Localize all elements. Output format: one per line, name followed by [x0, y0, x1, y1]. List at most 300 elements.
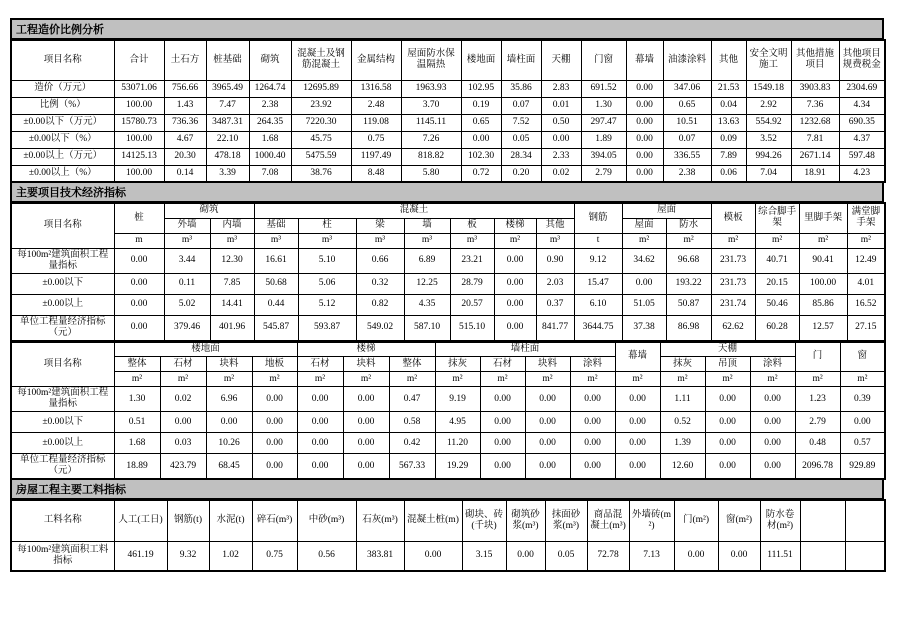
data-cell: 0.20: [501, 165, 541, 182]
table-row: [11, 131, 885, 148]
data-cell: 193.22: [666, 273, 711, 294]
data-cell: 0.00: [343, 433, 389, 454]
column-header: m²: [435, 372, 480, 387]
data-cell: 10.51: [663, 114, 711, 131]
column-header: m²: [297, 372, 343, 387]
column-header: 砌筑: [164, 203, 254, 218]
data-cell: 1232.68: [791, 114, 839, 131]
data-cell: 2.79: [581, 165, 626, 182]
column-header: 柱: [298, 218, 356, 233]
data-cell: 3.44: [164, 248, 210, 273]
data-cell: 2.38: [663, 165, 711, 182]
table-row: [11, 273, 885, 294]
section-title-tech-econ: 主要项目技术经济指标: [10, 181, 884, 203]
data-cell: 68.45: [206, 454, 252, 480]
column-header: 窗(m²): [718, 500, 760, 541]
table-row: [11, 541, 885, 571]
data-cell: 0.00: [480, 433, 525, 454]
data-cell: 37.38: [622, 315, 666, 341]
data-cell: 0.00: [525, 454, 570, 480]
data-cell: 0.90: [536, 248, 574, 273]
column-header: m²: [206, 372, 252, 387]
column-header: 油漆涂料: [663, 40, 711, 80]
column-header: t: [574, 233, 622, 248]
column-header: m²: [525, 372, 570, 387]
data-cell: 5475.59: [291, 148, 351, 165]
data-cell: 60.28: [755, 315, 799, 341]
data-cell: 0.00: [160, 412, 206, 433]
column-header: 天棚: [660, 342, 795, 357]
column-header: 抹面砂浆(m³): [545, 500, 587, 541]
data-cell: 18.89: [114, 454, 160, 480]
data-cell: 0.42: [389, 433, 435, 454]
data-cell: 0.00: [626, 80, 663, 97]
column-header: 项目名称: [11, 203, 114, 248]
data-cell: 0.75: [252, 541, 297, 571]
data-cell: 0.00: [114, 273, 164, 294]
column-header: m³: [210, 233, 254, 248]
data-cell: 2304.69: [839, 80, 885, 97]
data-cell: 0.00: [252, 454, 297, 480]
table-row: [11, 387, 885, 412]
data-cell: 0.00: [570, 412, 615, 433]
data-cell: 119.08: [351, 114, 401, 131]
data-cell: 0.57: [840, 433, 885, 454]
data-cell: 4.37: [839, 131, 885, 148]
section-title-materials: 房屋工程主要工料指标: [10, 478, 884, 500]
data-cell: 2.79: [795, 412, 840, 433]
data-cell: 0.00: [750, 454, 795, 480]
column-header: 门: [795, 342, 840, 372]
row-label: ±0.00以下: [11, 412, 114, 433]
data-cell: 0.00: [570, 387, 615, 412]
data-cell: 7220.30: [291, 114, 351, 131]
column-header: 窗: [840, 342, 885, 372]
data-cell: 16.52: [847, 294, 885, 315]
data-cell: 23.92: [291, 97, 351, 114]
data-cell: 2.03: [536, 273, 574, 294]
data-cell: 7.89: [711, 148, 746, 165]
column-header: [845, 500, 885, 541]
data-cell: 28.34: [501, 148, 541, 165]
column-header: 楼地面: [461, 40, 501, 80]
column-header: 墙: [404, 218, 450, 233]
column-header: 外墙: [164, 218, 210, 233]
data-cell: 0.14: [164, 165, 206, 182]
data-cell: 2096.78: [795, 454, 840, 480]
data-cell: 53071.06: [114, 80, 164, 97]
data-cell: 549.02: [356, 315, 404, 341]
data-cell: 0.00: [750, 433, 795, 454]
data-cell: 0.02: [541, 165, 581, 182]
data-cell: 1549.18: [746, 80, 791, 97]
column-header: 综合脚手架: [755, 203, 799, 233]
column-header: 其他措施项目: [791, 40, 839, 80]
tech-econ-structural-table: [10, 202, 884, 342]
data-cell: 7.36: [791, 97, 839, 114]
data-cell: 0.00: [525, 433, 570, 454]
data-cell: 0.00: [404, 541, 462, 571]
column-header: 内墙: [210, 218, 254, 233]
column-header: m²: [114, 372, 160, 387]
data-cell: 0.72: [461, 165, 501, 182]
column-header: 幕墙: [615, 342, 660, 372]
column-header: m²: [389, 372, 435, 387]
data-cell: 1145.11: [401, 114, 461, 131]
data-cell: 593.87: [298, 315, 356, 341]
data-cell: 0.58: [389, 412, 435, 433]
data-cell: 0.00: [718, 541, 760, 571]
data-cell: 12.57: [799, 315, 847, 341]
data-cell: 0.50: [541, 114, 581, 131]
data-cell: 4.01: [847, 273, 885, 294]
data-cell: 19.29: [435, 454, 480, 480]
data-cell: 0.65: [663, 97, 711, 114]
column-header: 石材: [480, 357, 525, 372]
data-cell: 0.00: [525, 412, 570, 433]
data-cell: 736.36: [164, 114, 206, 131]
row-label: 每100m²建筑面积工程量指标: [11, 387, 114, 412]
data-cell: 347.06: [663, 80, 711, 97]
column-header: m²: [666, 233, 711, 248]
data-cell: 0.05: [501, 131, 541, 148]
data-cell: 0.07: [501, 97, 541, 114]
data-cell: 0.00: [343, 454, 389, 480]
tech-econ-finishes-table: [10, 341, 884, 481]
data-cell: 0.00: [297, 433, 343, 454]
materials-table: [10, 499, 884, 572]
column-header: 屋面: [622, 203, 711, 218]
column-header: 混凝土: [254, 203, 574, 218]
column-header: 板: [450, 218, 494, 233]
data-cell: 554.92: [746, 114, 791, 131]
data-cell: 0.00: [297, 387, 343, 412]
data-cell: 264.35: [249, 114, 291, 131]
data-cell: 0.00: [622, 273, 666, 294]
data-cell: [800, 541, 845, 571]
table-row: [11, 315, 885, 341]
data-cell: 929.89: [840, 454, 885, 480]
data-cell: 3.15: [462, 541, 506, 571]
column-header: 墙柱面: [435, 342, 615, 357]
column-header: 天棚: [541, 40, 581, 80]
data-cell: 515.10: [450, 315, 494, 341]
data-cell: 1.30: [581, 97, 626, 114]
data-cell: 8.48: [351, 165, 401, 182]
data-cell: 691.52: [581, 80, 626, 97]
column-header: m²: [750, 372, 795, 387]
column-header: m²: [343, 372, 389, 387]
data-cell: 1.68: [249, 131, 291, 148]
data-cell: 0.09: [711, 131, 746, 148]
data-cell: 994.26: [746, 148, 791, 165]
row-label: ±0.00以下（万元）: [11, 114, 114, 131]
data-cell: 0.00: [626, 97, 663, 114]
column-header: m³: [450, 233, 494, 248]
data-cell: 90.41: [799, 248, 847, 273]
data-cell: 5.02: [164, 294, 210, 315]
column-header: 其他: [536, 218, 574, 233]
data-cell: 40.71: [755, 248, 799, 273]
data-cell: 9.12: [574, 248, 622, 273]
data-cell: 0.00: [114, 294, 164, 315]
column-header: 砌筑砂浆(m³): [506, 500, 545, 541]
column-header: 中砂(m³): [297, 500, 356, 541]
column-header: m²: [615, 372, 660, 387]
column-header: 幕墙: [626, 40, 663, 80]
data-cell: 0.37: [536, 294, 574, 315]
column-header: 抹灰: [435, 357, 480, 372]
data-cell: 4.95: [435, 412, 480, 433]
data-cell: 27.15: [847, 315, 885, 341]
column-header: m²: [795, 372, 840, 387]
column-header: m²: [847, 233, 885, 248]
data-cell: 0.06: [711, 165, 746, 182]
column-header: 防水: [666, 218, 711, 233]
row-label: 单位工程量经济指标（元）: [11, 315, 114, 341]
data-cell: 297.47: [581, 114, 626, 131]
data-cell: 0.00: [252, 412, 297, 433]
data-cell: 0.19: [461, 97, 501, 114]
data-cell: 4.35: [404, 294, 450, 315]
data-cell: 0.00: [252, 387, 297, 412]
data-cell: 23.21: [450, 248, 494, 273]
table-row: [11, 148, 885, 165]
table-row: [11, 248, 885, 273]
row-label: 每100m²建筑面积工程量指标: [11, 248, 114, 273]
data-cell: 2.92: [746, 97, 791, 114]
data-cell: 50.87: [666, 294, 711, 315]
column-header: 整体: [114, 357, 160, 372]
column-header: 其他: [711, 40, 746, 80]
column-header: 安全文明施工: [746, 40, 791, 80]
data-cell: 18.91: [791, 165, 839, 182]
data-cell: 0.00: [252, 433, 297, 454]
column-header: 其他项目规费税金: [839, 40, 885, 80]
data-cell: 85.86: [799, 294, 847, 315]
data-cell: 12.30: [210, 248, 254, 273]
data-cell: 0.48: [795, 433, 840, 454]
data-cell: 5.06: [298, 273, 356, 294]
data-cell: 1963.93: [401, 80, 461, 97]
data-cell: 7.13: [629, 541, 674, 571]
data-cell: 12.60: [660, 454, 705, 480]
data-cell: 3.52: [746, 131, 791, 148]
data-cell: 86.98: [666, 315, 711, 341]
data-cell: 4.23: [839, 165, 885, 182]
data-cell: 72.78: [587, 541, 629, 571]
column-header: 屋面: [622, 218, 666, 233]
column-header: 砌筑: [249, 40, 291, 80]
column-header: 块料: [206, 357, 252, 372]
data-cell: 231.73: [711, 273, 755, 294]
data-cell: 0.52: [660, 412, 705, 433]
data-cell: 0.00: [506, 541, 545, 571]
data-cell: 0.00: [615, 433, 660, 454]
data-cell: 7.52: [501, 114, 541, 131]
column-header: 满堂脚手架: [847, 203, 885, 233]
table-row: [11, 433, 885, 454]
column-header: 楼梯: [297, 342, 435, 357]
column-header: m²: [622, 233, 666, 248]
data-cell: 62.62: [711, 315, 755, 341]
data-cell: 7.26: [401, 131, 461, 148]
data-cell: 1.43: [164, 97, 206, 114]
column-header: 屋面防水保温隔热: [401, 40, 461, 80]
data-cell: 478.18: [206, 148, 249, 165]
data-cell: 336.55: [663, 148, 711, 165]
column-header: m²: [570, 372, 615, 387]
data-cell: 9.32: [167, 541, 209, 571]
column-header: 工料名称: [11, 500, 114, 541]
data-cell: 100.00: [114, 131, 164, 148]
data-cell: 1.39: [660, 433, 705, 454]
table-row: [11, 97, 885, 114]
column-header: m²: [252, 372, 297, 387]
data-cell: 2.48: [351, 97, 401, 114]
data-cell: 100.00: [799, 273, 847, 294]
column-header: 防水卷材(m²): [760, 500, 800, 541]
data-cell: 461.19: [114, 541, 167, 571]
data-cell: 1.02: [209, 541, 252, 571]
data-cell: 0.00: [206, 412, 252, 433]
data-cell: 0.00: [114, 248, 164, 273]
data-cell: 50.68: [254, 273, 298, 294]
data-cell: 51.05: [622, 294, 666, 315]
data-cell: 20.57: [450, 294, 494, 315]
data-cell: 6.89: [404, 248, 450, 273]
data-cell: 0.66: [356, 248, 404, 273]
column-header: 金属结构: [351, 40, 401, 80]
data-cell: 34.62: [622, 248, 666, 273]
table-row: [11, 80, 885, 97]
data-cell: 102.30: [461, 148, 501, 165]
column-header: 合计: [114, 40, 164, 80]
data-cell: 0.00: [615, 454, 660, 480]
table-row: [11, 165, 885, 182]
data-cell: 0.00: [626, 114, 663, 131]
data-cell: 0.00: [615, 387, 660, 412]
data-cell: 6.10: [574, 294, 622, 315]
data-cell: 597.48: [839, 148, 885, 165]
data-cell: 0.00: [494, 273, 536, 294]
data-cell: 35.86: [501, 80, 541, 97]
data-cell: 28.79: [450, 273, 494, 294]
data-cell: 7.47: [206, 97, 249, 114]
column-header: 混凝土桩(m): [404, 500, 462, 541]
cost-analysis-report: [10, 18, 884, 572]
data-cell: 4.67: [164, 131, 206, 148]
data-cell: 0.00: [494, 294, 536, 315]
data-cell: 0.00: [615, 412, 660, 433]
column-header: 块料: [525, 357, 570, 372]
column-header: 水泥(t): [209, 500, 252, 541]
row-label: ±0.00以上（万元）: [11, 148, 114, 165]
column-header: 项目名称: [11, 342, 114, 387]
data-cell: 2.83: [541, 80, 581, 97]
data-cell: 0.00: [480, 454, 525, 480]
row-label: 比例（%）: [11, 97, 114, 114]
data-cell: 818.82: [401, 148, 461, 165]
data-cell: 16.61: [254, 248, 298, 273]
column-header: 涂料: [570, 357, 615, 372]
data-cell: 0.00: [343, 387, 389, 412]
data-cell: 0.75: [351, 131, 401, 148]
data-cell: 0.47: [389, 387, 435, 412]
data-cell: 1197.49: [351, 148, 401, 165]
data-cell: 12695.89: [291, 80, 351, 97]
data-cell: 38.76: [291, 165, 351, 182]
data-cell: 2671.14: [791, 148, 839, 165]
data-cell: 10.26: [206, 433, 252, 454]
data-cell: 0.00: [494, 315, 536, 341]
data-cell: 1.89: [581, 131, 626, 148]
data-cell: 0.00: [114, 315, 164, 341]
data-cell: 1.23: [795, 387, 840, 412]
data-cell: 0.65: [461, 114, 501, 131]
row-label: 每100m²建筑面积工料指标: [11, 541, 114, 571]
data-cell: 0.00: [674, 541, 718, 571]
data-cell: 3.70: [401, 97, 461, 114]
data-cell: 231.73: [711, 248, 755, 273]
column-header: [800, 500, 845, 541]
column-header: 石材: [297, 357, 343, 372]
column-header: 石材: [160, 357, 206, 372]
data-cell: 0.00: [705, 412, 750, 433]
data-cell: 5.80: [401, 165, 461, 182]
data-cell: 7.85: [210, 273, 254, 294]
column-header: 地板: [252, 357, 297, 372]
column-header: 涂料: [750, 357, 795, 372]
data-cell: 5.12: [298, 294, 356, 315]
data-cell: 1.30: [114, 387, 160, 412]
column-header: 外墙砖(m²): [629, 500, 674, 541]
data-cell: 0.00: [570, 454, 615, 480]
data-cell: 5.10: [298, 248, 356, 273]
column-header: m³: [254, 233, 298, 248]
data-cell: 15.47: [574, 273, 622, 294]
column-header: m³: [298, 233, 356, 248]
column-header: 整体: [389, 357, 435, 372]
data-cell: 1000.40: [249, 148, 291, 165]
table-row: [11, 412, 885, 433]
data-cell: 0.51: [114, 412, 160, 433]
data-cell: 0.00: [494, 248, 536, 273]
column-header: m²: [705, 372, 750, 387]
data-cell: 11.20: [435, 433, 480, 454]
data-cell: 111.51: [760, 541, 800, 571]
data-cell: 9.19: [435, 387, 480, 412]
column-header: 碎石(m³): [252, 500, 297, 541]
data-cell: 20.30: [164, 148, 206, 165]
column-header: 土石方: [164, 40, 206, 80]
column-header: m³: [536, 233, 574, 248]
data-cell: [845, 541, 885, 571]
column-header: 钢筋(t): [167, 500, 209, 541]
column-header: 门窗: [581, 40, 626, 80]
data-cell: 0.02: [160, 387, 206, 412]
column-header: m³: [164, 233, 210, 248]
data-cell: 7.04: [746, 165, 791, 182]
data-cell: 20.15: [755, 273, 799, 294]
data-cell: 401.96: [210, 315, 254, 341]
data-cell: 3903.83: [791, 80, 839, 97]
data-cell: 0.00: [705, 387, 750, 412]
column-header: 基础: [254, 218, 298, 233]
data-cell: 0.01: [541, 97, 581, 114]
data-cell: 96.68: [666, 248, 711, 273]
column-header: m²: [160, 372, 206, 387]
